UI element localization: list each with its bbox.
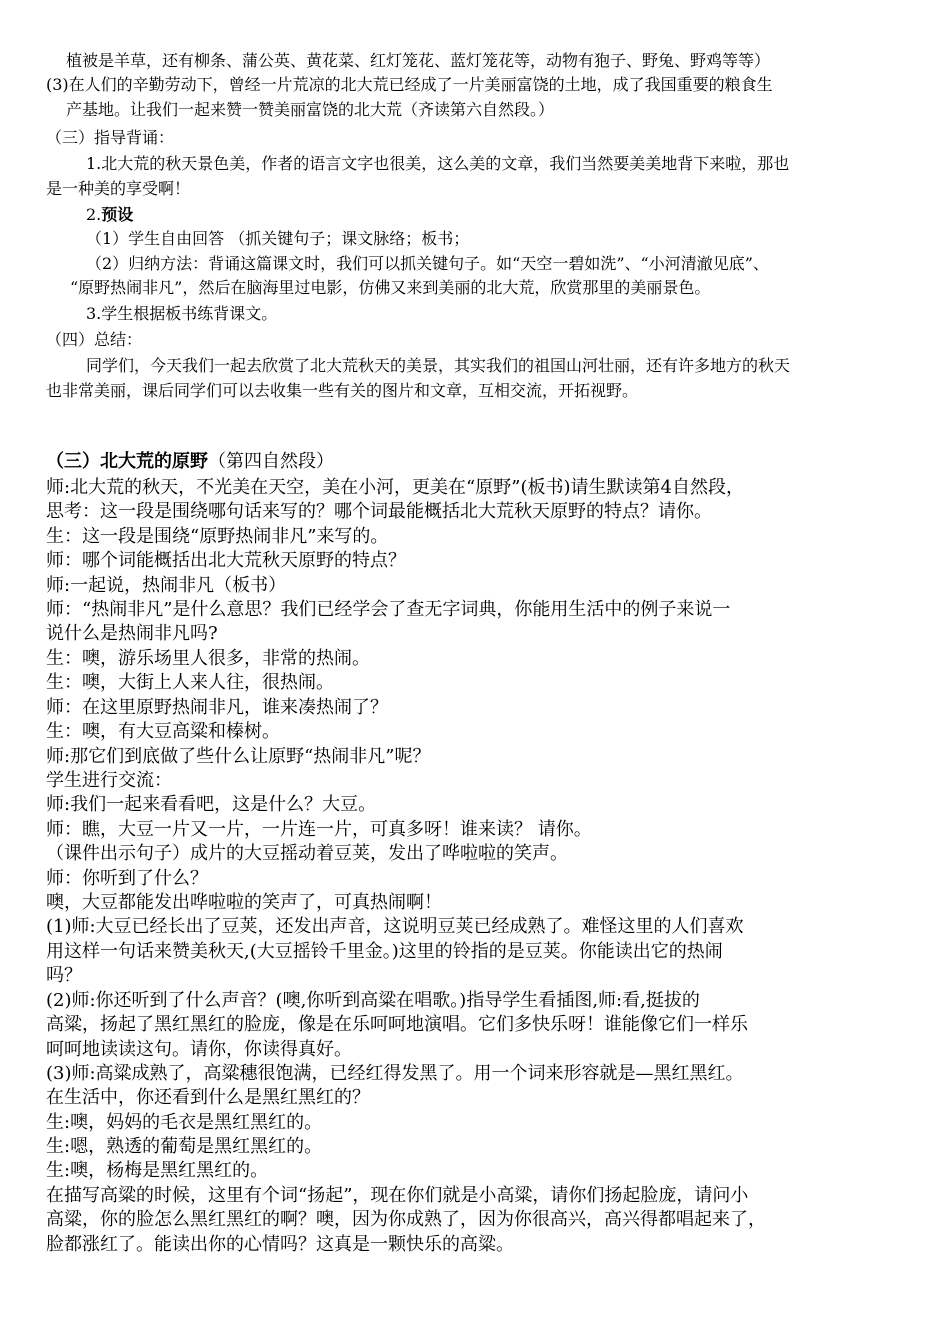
dialogue-line: 师:北大荒的秋天，不光美在天空，美在小河，更美在“原野”(板书)请生默读第4自然段， — [46, 477, 744, 498]
item-number: 2. — [86, 205, 102, 224]
dialogue-line: 生：噢，游乐场里人很多，非常的热闹。 — [46, 648, 370, 669]
dialogue-line: 高粱，扬起了黑红黑红的脸庞，像是在乐呵呵地演唱。它们多快乐呀！谁能像它们一样乐 — [46, 1014, 748, 1035]
dialogue-line: 师：在这里原野热闹非凡，谁来凑热闹了？ — [46, 697, 388, 718]
dialogue-line: 生:嗯，熟透的葡萄是黑红黑红的。 — [46, 1136, 323, 1157]
dialogue-line: 师:我们一起来看看吧，这是什么？大豆。 — [46, 794, 377, 815]
dialogue-line: 高粱，你的脸怎么黑红黑红的啊？噢，因为你成熟了，因为你很高兴，高兴得都唱起来了， — [46, 1209, 766, 1230]
text-line: (3)在人们的辛勤劳动下，曾经一片荒凉的北大荒已经成了一片美丽富饶的土地，成了我国重要的粮食生 — [46, 75, 773, 94]
text-line: 产基地。让我们一起来赞一赞美丽富饶的北大荒（齐读第六自然段。） — [66, 100, 555, 119]
text-line: 同学们，今天我们一起去欣赏了北大荒秋天的美景，其实我们的祖国山河壮丽，还有许多地方的秋天 — [86, 356, 791, 375]
text-line: “原野热闹非凡”，然后在脑海里过电影，仿佛又来到美丽的北大荒，欣赏那里的美丽景色。 — [70, 278, 711, 297]
dialogue-line: (3)师:高粱成熟了，高粱穗很饱满，已经红得发黑了。用一个词来形容就是—黑红黑红。 — [46, 1063, 744, 1084]
section-heading — [46, 451, 334, 473]
dialogue-line: 师：瞧，大豆一片又一片，一片连一片，可真多呀！谁来读？ 请你。 — [46, 819, 592, 840]
dialogue-line: 脸都涨红了。能读出你的心情吗？这真是一颗快乐的高粱。 — [46, 1234, 514, 1255]
dialogue-line: 生：这一段是围绕“原野热闹非凡”来写的。 — [46, 526, 389, 547]
dialogue-line: 在生活中，你还看到什么是黑红黑红的？ — [46, 1087, 370, 1108]
text-line: （1）学生自由回答 （抓关键句子；课文脉络；板书； — [86, 229, 470, 248]
dialogue-line: 生:噢，杨梅是黑红黑红的。 — [46, 1160, 269, 1181]
dialogue-line: 在描写高粱的时候，这里有个词“扬起”，现在你们就是小高粱，请你们扬起脸庞，请问小 — [46, 1185, 749, 1206]
dialogue-line: 生:噢，妈妈的毛衣是黑红黑红的。 — [46, 1112, 323, 1133]
dialogue-line: 呵呵地读读这句。请你，你读得真好。 — [46, 1039, 352, 1060]
dialogue-line: 说什么是热闹非凡吗? — [46, 623, 218, 644]
dialogue-line: (1)师:大豆已经长出了豆荚，还发出声音，这说明豆荚已经成熟了。难怪这里的人们喜欢 — [46, 916, 744, 937]
section-heading-note: （第四自然段） — [208, 451, 334, 472]
dialogue-line: 生：噢，大街上人来人往，很热闹。 — [46, 672, 334, 693]
text-line: 是一种美的享受啊！ — [46, 179, 191, 198]
subsection-heading: （三）指导背诵： — [46, 128, 175, 147]
dialogue-line: 师:那它们到底做了些什么让原野“热闹非凡”呢？ — [46, 746, 431, 767]
text-line: 1.北大荒的秋天景色美，作者的语言文字也很美，这么美的文章，我们当然要美美地背下来啦，那也 — [86, 154, 790, 173]
section-heading-bold: （三）北大荒的原野 — [46, 451, 208, 472]
text-line: （2）归纳方法：背诵这篇课文时，我们可以抓关键句子。如“天空一碧如洗”、“小河清澈见底”、 — [86, 254, 769, 273]
dialogue-line: 师:一起说，热闹非凡（板书） — [46, 575, 287, 596]
dialogue-line: (2)师:你还听到了什么声音？(噢,你听到高粱在唱歌。)指导学生看插图,师:看,挺拔的 — [46, 990, 700, 1011]
text-line: 也非常美丽，课后同学们可以去收集一些有关的图片和文章，互相交流，开拓视野。 — [46, 381, 639, 400]
dialogue-line: 噢，大豆都能发出哗啦啦的笑声了，可真热闹啊！ — [46, 892, 442, 913]
preset-label: 预设 — [101, 205, 134, 224]
dialogue-line: 吗？ — [46, 965, 82, 986]
dialogue-line: 师：哪个词能概括出北大荒秋天原野的特点？ — [46, 550, 406, 571]
text-line: 植被是羊草，还有柳条、蒲公英、黄花菜、红灯笼花、蓝灯笼花等，动物有狍子、野兔、野鸡等等） — [66, 51, 771, 70]
text-line: 3.学生根据板书练背课文。 — [86, 304, 278, 323]
dialogue-line: 思考：这一段是围绕哪句话来写的？哪个词最能概括北大荒秋天原野的特点？请你。 — [46, 501, 712, 522]
dialogue-line: 生：噢，有大豆高粱和榛树。 — [46, 721, 280, 742]
dialogue-line: （课件出示句子）成片的大豆摇动着豆荚，发出了哗啦啦的笑声。 — [46, 843, 568, 864]
dialogue-line: 学生进行交流： — [46, 770, 172, 791]
dialogue-line: 师：你听到了什么？ — [46, 868, 208, 889]
dialogue-line: 师：“热闹非凡”是什么意思？我们已经学会了查无字词典，你能用生活中的例子来说一 — [46, 599, 731, 620]
dialogue-line: 用这样一句话来赞美秋天,(大豆摇铃千里金。)这里的铃指的是豆荚。你能读出它的热闹 — [46, 941, 723, 962]
text-line — [86, 204, 133, 226]
subsection-heading: （四）总结： — [46, 330, 143, 349]
